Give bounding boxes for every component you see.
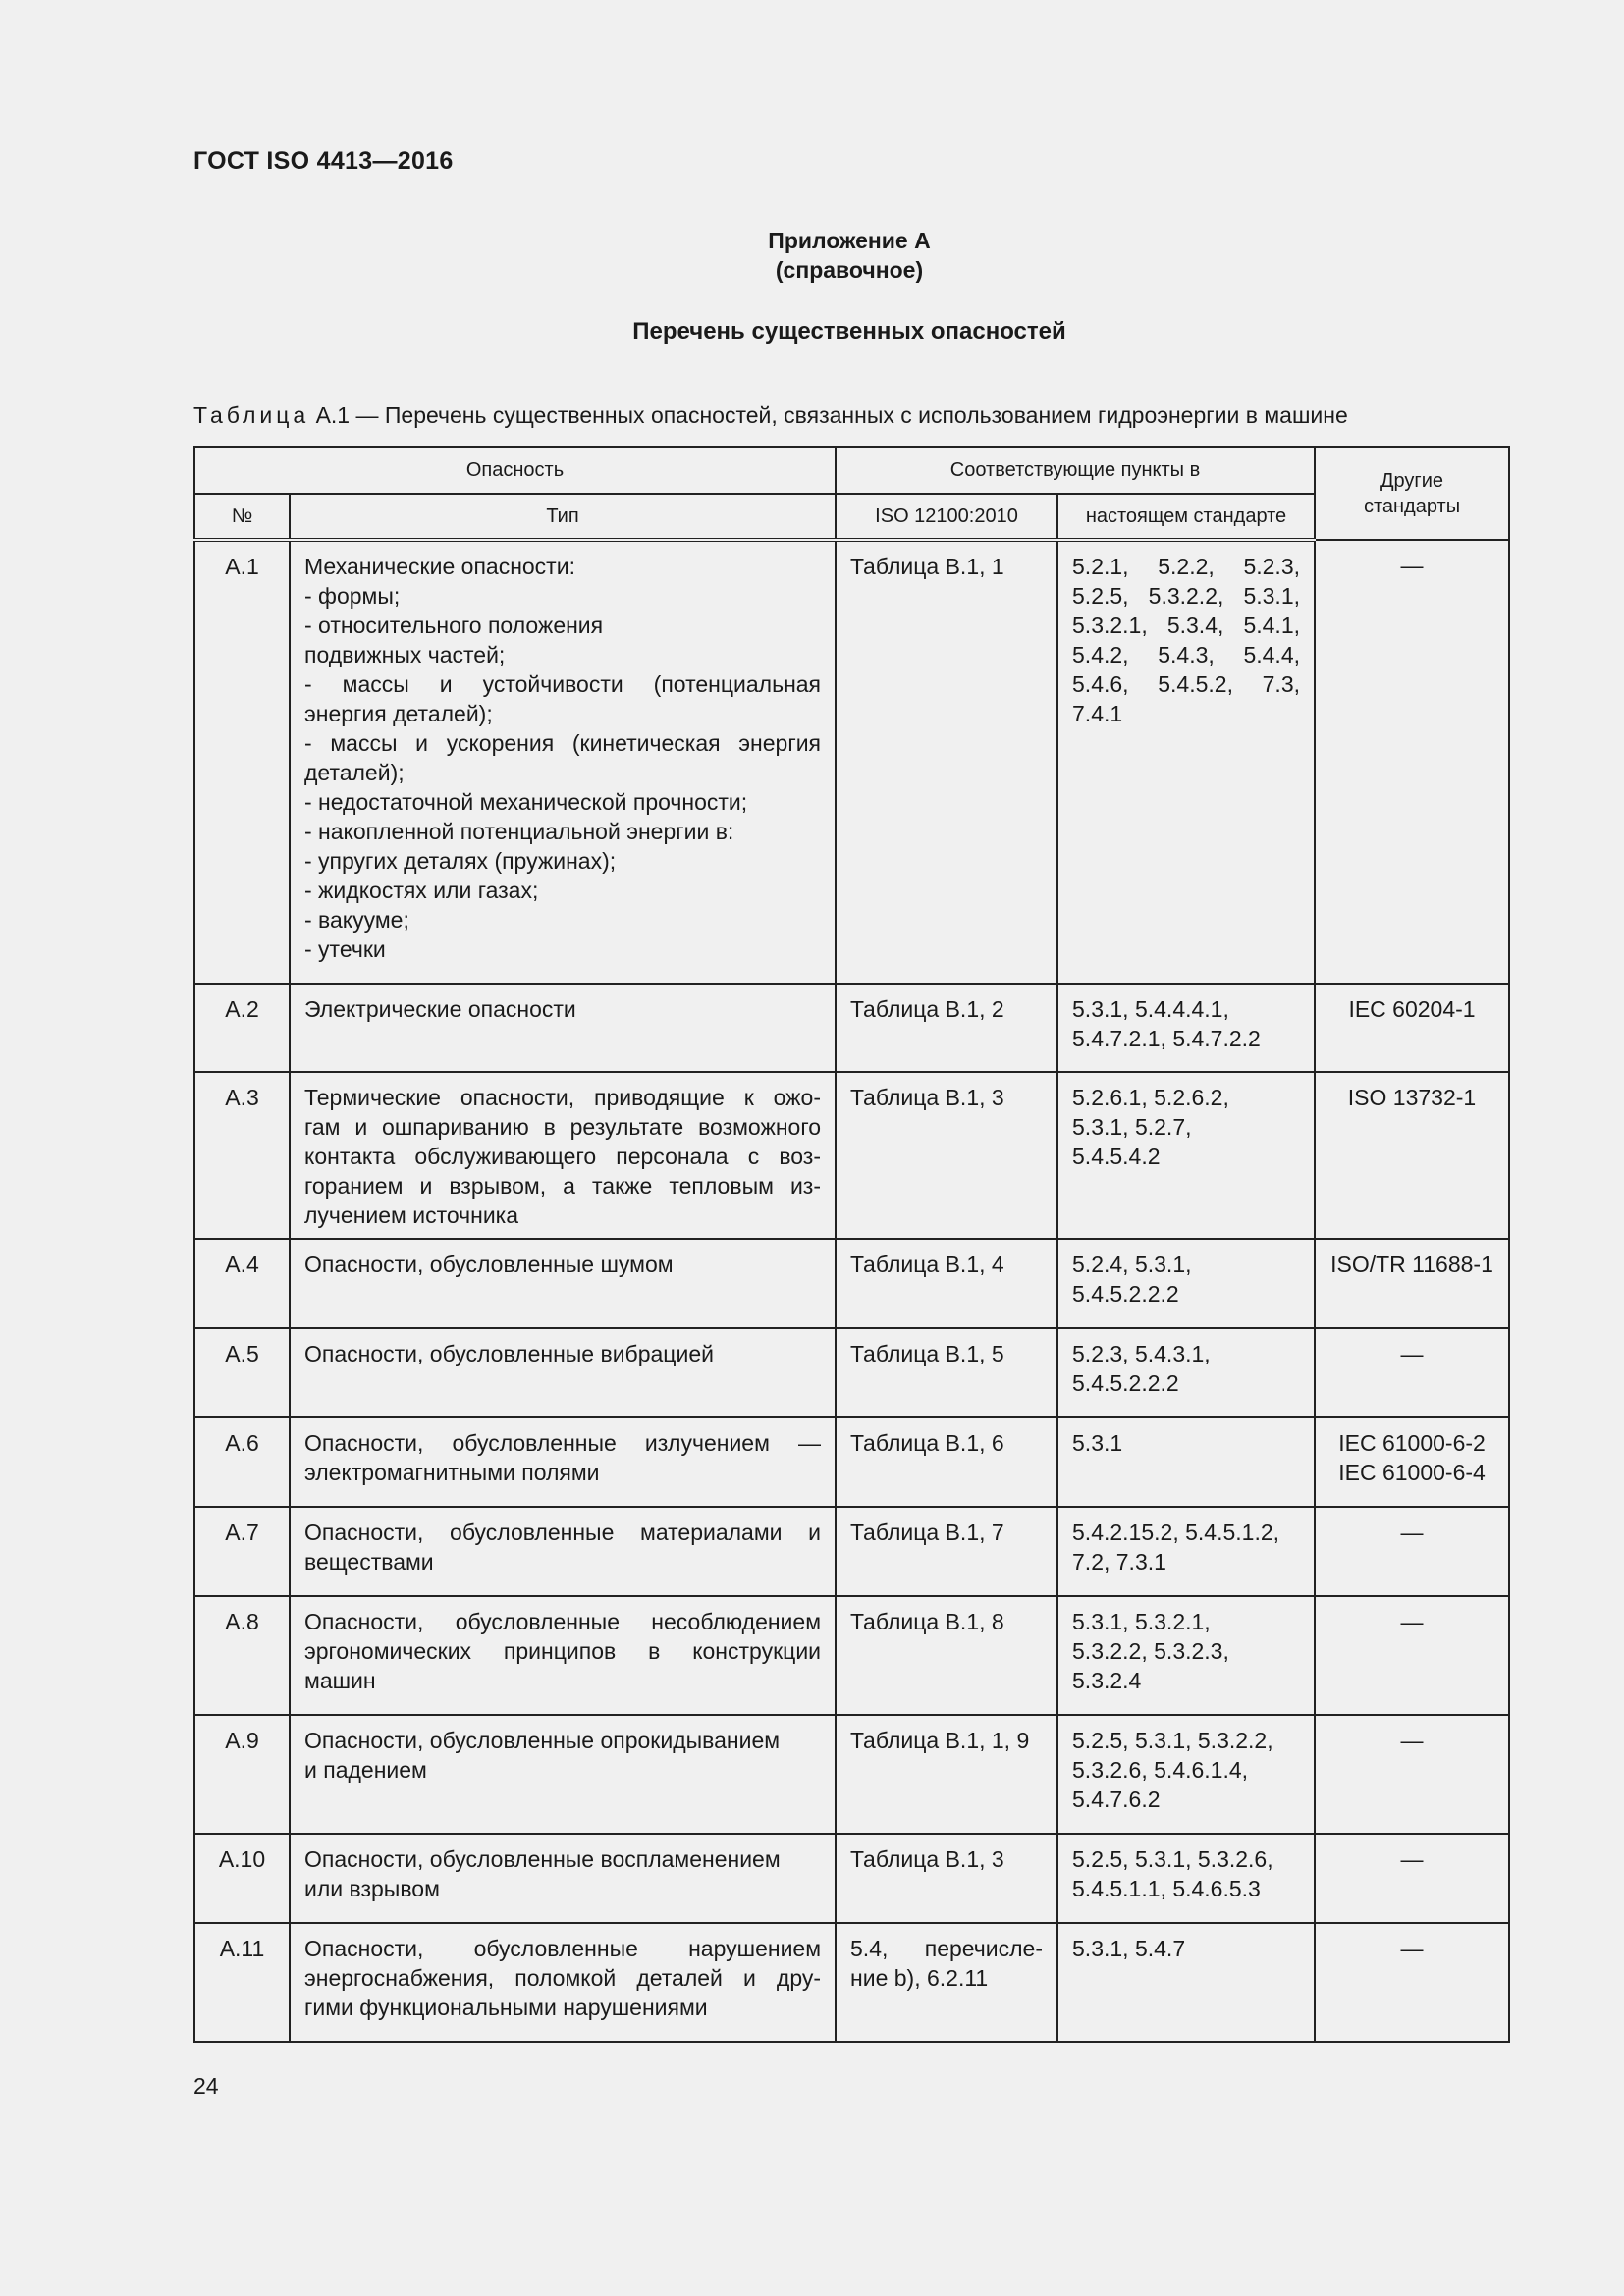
standard-clauses-line: 5.2.6.1, 5.2.6.2, — [1072, 1085, 1229, 1110]
standard-clauses-line: 5.3.2.1, 5.3.4, 5.4.1, — [1072, 613, 1301, 638]
annex-status: (справочное) — [775, 257, 924, 283]
hazard-type-line: гими функциональными нарушениями — [304, 1995, 708, 2020]
annex-title: Приложение А — [768, 228, 931, 253]
standard-clauses-line: 5.3.1, 5.3.2.1, — [1072, 1609, 1211, 1634]
iso-reference — [836, 1072, 1057, 1239]
other-standards-line: — — [1400, 1609, 1424, 1634]
standard-clauses — [1057, 540, 1315, 984]
iso-reference-line: Таблица В.1, 3 — [850, 1085, 1004, 1110]
iso-reference-line: Таблица В.1, 1, 9 — [850, 1728, 1030, 1753]
hazard-type-line: лучением источника — [304, 1202, 519, 1228]
standard-clauses-line: 5.3.1 — [1072, 1430, 1123, 1456]
other-standards — [1315, 1072, 1509, 1239]
iso-reference — [836, 1328, 1057, 1417]
hazard-type — [290, 1417, 836, 1507]
standard-clauses — [1057, 1715, 1315, 1834]
hazard-number: А.11 — [194, 1923, 290, 2042]
header-hazard: Опасность — [194, 447, 836, 494]
header-corresponding: Соответствующие пункты в — [836, 447, 1315, 494]
standard-clauses-line: 5.4.5.2.2.2 — [1072, 1281, 1179, 1307]
other-standards-line: ISO/TR 11688-1 — [1330, 1252, 1493, 1277]
standard-clauses — [1057, 1923, 1315, 2042]
iso-reference-line: Таблица В.1, 3 — [850, 1846, 1004, 1872]
iso-reference — [836, 1507, 1057, 1596]
annex-heading: Перечень существенных опасностей — [632, 318, 1066, 345]
table-caption-text: А.1 — Перечень существенных опасностей, связанных с использованием гидроэнергии в машине — [315, 402, 1348, 428]
iso-reference — [836, 984, 1057, 1072]
iso-reference-line: Таблица В.1, 6 — [850, 1430, 1004, 1456]
other-standards — [1315, 1417, 1509, 1507]
hazard-type-line: электромагнитными полями — [304, 1460, 600, 1485]
standard-code: ГОСТ ISO 4413—2016 — [193, 147, 454, 175]
standard-clauses-line: 5.3.2.6, 5.4.6.1.4, — [1072, 1757, 1249, 1783]
other-standards-line: — — [1400, 553, 1424, 578]
iso-reference — [836, 1596, 1057, 1715]
table-row — [194, 1507, 1509, 1596]
iso-reference — [836, 1715, 1057, 1834]
standard-clauses-line: 5.4.5.4.2 — [1072, 1144, 1161, 1169]
standard-clauses-line: 5.3.2.2, 5.3.2.3, — [1072, 1638, 1229, 1664]
other-standards-line: — — [1400, 1936, 1424, 1961]
table-body — [194, 540, 1509, 2042]
standard-clauses-line: 5.4.5.2.2.2 — [1072, 1370, 1179, 1396]
iso-reference-line: Таблица В.1, 2 — [850, 996, 1004, 1022]
other-standards — [1315, 1834, 1509, 1923]
standard-clauses-line: 5.4.2.15.2, 5.4.5.1.2, — [1072, 1520, 1280, 1545]
standard-clauses-line: 5.4.2, 5.4.3, 5.4.4, — [1072, 642, 1301, 667]
hazard-type-line: - утечки — [304, 936, 386, 962]
table-row — [194, 1328, 1509, 1417]
hazard-type-line: Опасности, обусловленные опрокидыванием — [304, 1728, 781, 1753]
standard-clauses-line: 5.4.5.1.1, 5.4.6.5.3 — [1072, 1876, 1261, 1901]
standard-clauses — [1057, 1834, 1315, 1923]
table-row — [194, 1072, 1509, 1239]
hazard-type-line: веществами — [304, 1549, 434, 1575]
hazard-number: А.3 — [194, 1072, 290, 1239]
hazard-type-line: - массы и устойчивости (потенциальная — [304, 671, 822, 697]
table-row — [194, 540, 1509, 984]
table-row — [194, 984, 1509, 1072]
hazard-type — [290, 1328, 836, 1417]
annex-header — [0, 226, 1624, 285]
hazard-type-line: - формы; — [304, 583, 401, 609]
standard-clauses-line: 5.4.7.2.1, 5.4.7.2.2 — [1072, 1026, 1261, 1051]
iso-reference — [836, 1239, 1057, 1328]
other-standards — [1315, 1239, 1509, 1328]
hazard-type — [290, 984, 836, 1072]
hazard-type-line: Механические опасности: — [304, 554, 575, 579]
page-number: 24 — [193, 2073, 219, 2099]
standard-clauses-line: 5.4.7.6.2 — [1072, 1787, 1161, 1812]
hazard-type — [290, 1923, 836, 2042]
other-standards-line: — — [1400, 1520, 1424, 1545]
standard-clauses — [1057, 1239, 1315, 1328]
table-caption — [193, 402, 1509, 429]
standard-clauses-line: 5.2.5, 5.3.1, 5.3.2.6, — [1072, 1846, 1273, 1872]
standard-clauses — [1057, 1596, 1315, 1715]
hazard-type-line: - упругих деталях (пружинах); — [304, 848, 617, 874]
hazard-type-line: деталей); — [304, 760, 405, 785]
standard-clauses-line: 7.4.1 — [1072, 701, 1123, 726]
standard-clauses-line: 5.3.1, 5.4.4.4.1, — [1072, 996, 1229, 1022]
standard-clauses-line: 5.2.1, 5.2.2, 5.2.3, — [1072, 554, 1301, 579]
hazard-type-line: Опасности, обусловленные шумом — [304, 1252, 674, 1277]
hazard-type-line: Электрические опасности — [304, 996, 576, 1022]
hazard-type — [290, 1072, 836, 1239]
table-row — [194, 1834, 1509, 1923]
standard-clauses — [1057, 1417, 1315, 1507]
hazard-type-line: контакта обслуживающего персонала с воз- — [304, 1144, 822, 1169]
hazard-number: А.9 — [194, 1715, 290, 1834]
table-row — [194, 1923, 1509, 2042]
iso-reference-line: 5.4, перечисле- — [850, 1936, 1044, 1961]
hazard-type-line: - недостаточной механической прочности; — [304, 789, 748, 815]
iso-reference-line: Таблица В.1, 4 — [850, 1252, 1004, 1277]
other-standards-line: — — [1400, 1846, 1424, 1872]
hazard-number: А.2 — [194, 984, 290, 1072]
iso-reference-line: Таблица В.1, 1 — [850, 554, 1004, 579]
standard-clauses-line: 5.2.5, 5.3.2.2, 5.3.1, — [1072, 583, 1301, 609]
hazard-type — [290, 540, 836, 984]
other-standards-line: IEC 60204-1 — [1348, 996, 1476, 1022]
hazard-type-line: - вакууме; — [304, 907, 409, 933]
standard-clauses — [1057, 1328, 1315, 1417]
header-this-standard: настоящем стандарте — [1057, 494, 1315, 540]
hazard-number: А.4 — [194, 1239, 290, 1328]
iso-reference-line: Таблица В.1, 5 — [850, 1341, 1004, 1366]
standard-clauses-line: 5.2.3, 5.4.3.1, — [1072, 1341, 1211, 1366]
iso-reference-line: ние b), 6.2.11 — [850, 1965, 989, 1991]
standard-clauses-line: 5.2.4, 5.3.1, — [1072, 1252, 1192, 1277]
hazard-type-line: - жидкостях или газах; — [304, 878, 539, 903]
standard-clauses-line: 5.3.1, 5.2.7, — [1072, 1114, 1192, 1140]
standard-clauses-line: 5.3.2.4 — [1072, 1668, 1142, 1693]
table-row — [194, 1239, 1509, 1328]
table-row — [194, 1596, 1509, 1715]
hazard-type-line: Термические опасности, приводящие к ожо- — [304, 1085, 822, 1110]
hazard-type-line: или взрывом — [304, 1876, 440, 1901]
iso-reference-line: Таблица В.1, 7 — [850, 1520, 1004, 1545]
standard-clauses-line: 7.2, 7.3.1 — [1072, 1549, 1166, 1575]
standard-clauses — [1057, 1507, 1315, 1596]
iso-reference — [836, 540, 1057, 984]
hazards-table — [193, 446, 1510, 2043]
standard-clauses — [1057, 1072, 1315, 1239]
standard-clauses-line: 5.2.5, 5.3.1, 5.3.2.2, — [1072, 1728, 1273, 1753]
other-standards-line: — — [1400, 1341, 1424, 1366]
hazard-type-line: подвижных частей; — [304, 642, 506, 667]
other-standards — [1315, 1715, 1509, 1834]
hazard-type-line: Опасности, обусловленные вибрацией — [304, 1341, 714, 1366]
hazard-number: А.8 — [194, 1596, 290, 1715]
hazard-type-line: - накопленной потенциальной энергии в: — [304, 819, 734, 844]
table-row — [194, 1715, 1509, 1834]
hazard-type-line: машин — [304, 1668, 376, 1693]
hazard-type-line: Опасности, обусловленные материалами и — [304, 1520, 822, 1545]
hazard-type-line: Опасности, обусловленные несоблюдением — [304, 1609, 822, 1634]
hazard-type — [290, 1239, 836, 1328]
iso-reference-line: Таблица В.1, 8 — [850, 1609, 1004, 1634]
hazard-type — [290, 1507, 836, 1596]
hazard-number: А.5 — [194, 1328, 290, 1417]
other-standards-line: IEC 61000-6-4 — [1338, 1460, 1486, 1485]
hazard-type-line: - относительного положения — [304, 613, 604, 638]
other-standards — [1315, 1923, 1509, 2042]
header-iso: ISO 12100:2010 — [836, 494, 1057, 540]
hazard-type-line: горанием и взрывом, а также тепловым из- — [304, 1173, 822, 1199]
other-standards — [1315, 984, 1509, 1072]
hazard-type — [290, 1596, 836, 1715]
hazard-type-line: энергия деталей); — [304, 701, 493, 726]
other-standards — [1315, 1596, 1509, 1715]
other-standards-line: ISO 13732-1 — [1347, 1085, 1477, 1110]
hazard-type-line: гам и ошпариванию в результате возможного — [304, 1114, 822, 1140]
hazard-type-line: Опасности, обусловленные излучением — — [304, 1430, 822, 1456]
hazard-type-line: Опасности, обусловленные воспламенением — [304, 1846, 781, 1872]
other-standards — [1315, 540, 1509, 984]
hazard-type-line: - массы и ускорения (кинетическая энергия — [304, 730, 822, 756]
standard-clauses — [1057, 984, 1315, 1072]
header-type: Тип — [290, 494, 836, 540]
hazard-number: А.10 — [194, 1834, 290, 1923]
other-standards-line: IEC 61000-6-2 — [1338, 1430, 1486, 1456]
hazard-type-line: Опасности, обусловленные нарушением — [304, 1936, 822, 1961]
other-standards-line: — — [1400, 1728, 1424, 1753]
table-row — [194, 1417, 1509, 1507]
hazard-number: А.1 — [194, 540, 290, 984]
iso-reference — [836, 1417, 1057, 1507]
hazard-type-line: эргономических принципов в конструкции — [304, 1638, 822, 1664]
header-number: № — [194, 494, 290, 540]
standard-clauses-line: 5.4.6, 5.4.5.2, 7.3, — [1072, 671, 1301, 697]
other-standards — [1315, 1328, 1509, 1417]
hazard-type — [290, 1834, 836, 1923]
hazard-number: А.6 — [194, 1417, 290, 1507]
iso-reference — [836, 1834, 1057, 1923]
hazard-type-line: энергоснабжения, поломкой деталей и дру- — [304, 1965, 822, 1991]
header-other: Другие стандарты — [1315, 447, 1509, 540]
hazard-type — [290, 1715, 836, 1834]
hazard-number: А.7 — [194, 1507, 290, 1596]
table-caption-prefix: Таблица — [193, 402, 310, 428]
hazard-type-line: и падением — [304, 1757, 427, 1783]
other-standards — [1315, 1507, 1509, 1596]
standard-clauses-line: 5.3.1, 5.4.7 — [1072, 1936, 1186, 1961]
iso-reference — [836, 1923, 1057, 2042]
